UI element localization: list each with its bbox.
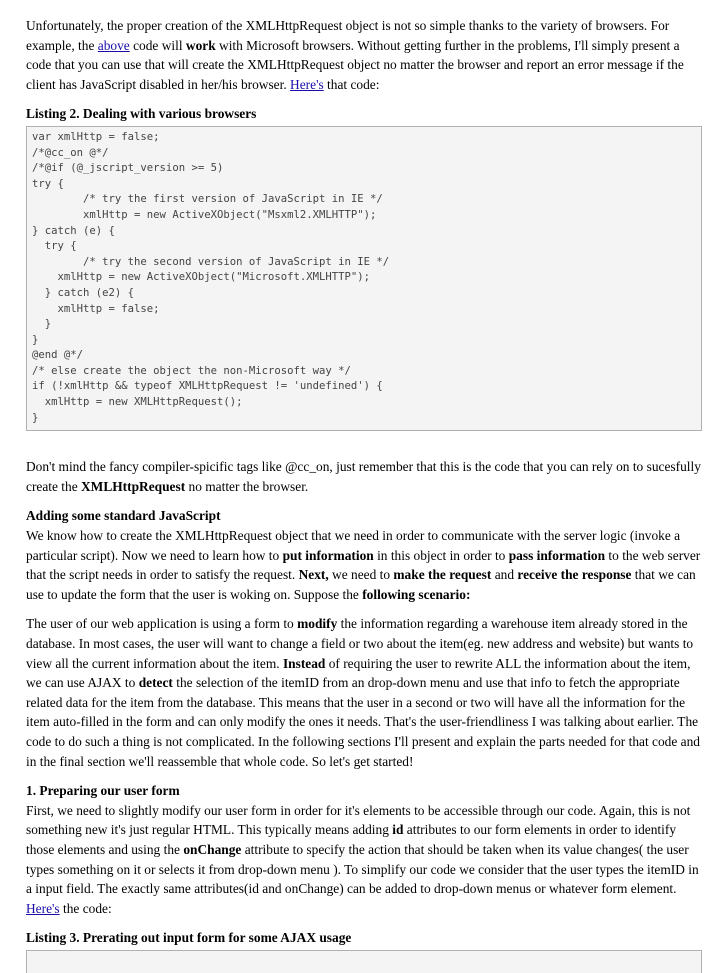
link-heres-2[interactable]: Here's: [26, 900, 60, 916]
listing-3-title: Listing 3. Prerating out input form for some AJAX usage: [26, 930, 352, 946]
listing-2-code: var xmlHttp = false; /*@cc_on @*/ /*@if (@_jscript_version >= 5) try { /* try the first version of JavaScript in IE */ xmlHttp = new ActiveXObject("Msxml2.XMLHTTP"); } catch (e) { try { /* try the second version of JavaScript in IE */ xmlHttp = new ActiveXObject("Microsoft.XMLHTTP"); } catch (e2) { xmlHttp = false; } } @end @*/ /* else create the object the non-Microsoft way */ if (!xmlHttp && typeof XMLHttpRequest != 'undefined') { xmlHttp = new XMLHttpRequest(); }: [32, 130, 390, 424]
bold-text: Instead: [282, 655, 326, 671]
text-span: to the web server that the script needs in order to satisfy the request.: [26, 547, 701, 583]
bold-text: detect: [138, 675, 173, 691]
bold-text: following scenario:: [362, 586, 471, 602]
bold-text: modify: [297, 616, 338, 632]
bold-text: receive the response: [517, 567, 632, 583]
bold-text: pass information: [508, 547, 606, 563]
compiler-tags-paragraph: [26, 457, 702, 496]
document-page: [26, 16, 702, 973]
bold-text: make the request: [393, 567, 492, 583]
bold-text: Next,: [298, 567, 329, 583]
section-heading-preparing-form: 1. Preparing our user form: [26, 783, 180, 799]
link-heres-1[interactable]: Here's: [290, 76, 324, 92]
text-span: attribute to specify the action that should be taken when its value changes( the user types something on it or selects it from drop-down menu ). To simplify our code we consider that the user types the itemID in a input field. The exactly same attributes(id and onChange) can be added to drop-down menus or whatever form element.: [26, 841, 699, 897]
text-span: and: [491, 567, 518, 583]
text-span: that code:: [323, 76, 380, 92]
text-span: Unfortunately, the proper creation of the XMLHttpRequest object is not so simple thanks to the variety of browsers. For example, the: [26, 18, 670, 53]
listing-2-code-box: [26, 126, 702, 431]
text-span: code will: [129, 37, 186, 53]
link-above[interactable]: above: [97, 37, 130, 53]
text-span: First, we need to slightly modify our user form in order for it's elements to be accessible through our code. Again, this is not something new it's just regular HTML. This typically means adding: [26, 802, 691, 838]
text-span: The user of our web application is using a form to: [26, 616, 298, 632]
section-heading-standard-js: Adding some standard JavaScript: [26, 508, 221, 524]
text-span: attributes to our form elements in order to identify those elements and using the: [26, 822, 677, 857]
bold-text: work: [185, 37, 216, 53]
bold-text: put information: [282, 547, 374, 563]
bold-text: onChange: [183, 841, 242, 857]
text-span: Don't mind the fancy compiler-spicific tags like @cc_on, just remember that this is the code that you can rely on to sucesfully create the: [26, 459, 701, 494]
text-span: we need to: [328, 567, 394, 583]
xhr-usage-paragraph: [26, 526, 702, 604]
text-span: that we can use to update the form that the user is woking on. Suppose the: [26, 567, 696, 602]
bold-text: id: [392, 822, 404, 838]
text-span: with Microsoft browsers. Without getting further in the problems, I'll simply present a code that you can use that will create the XMLHttpRequest object no matter the browser and report an error message if the client has JavaScript disabled in her/his browser.: [26, 37, 684, 92]
text-span: of requiring the user to rewrite ALL the information about the item, we can use AJAX to: [26, 655, 691, 691]
listing-3-code-box: [26, 950, 702, 973]
text-span: in this object in order to: [373, 547, 509, 563]
text-span: the code:: [59, 900, 112, 916]
text-span: no matter the browser.: [185, 478, 309, 494]
scenario-paragraph: [26, 614, 702, 771]
text-span: the selection of the itemID from an drop-down menu and use that info to fetch the appropriate related data for the item from the database. This means that the user in a second or two will have all the information for the item auto-filled in the form and can only modify the ones it needs. That's the user-friendliness I was talking about earlier. The code to do such a thing is not complicated. In the following sections I'll present and explain the parts needed for that code and in the final section we'll reassemble that whole code. So let's get started!: [26, 675, 700, 769]
text-span: We know how to create the XMLHttpRequest object that we need in order to communicate with the server logic (invoke a particular script). Now we need to learn how to: [26, 528, 681, 563]
listing-2-title: Listing 2. Dealing with various browsers: [26, 106, 257, 122]
form-modify-paragraph: [26, 801, 702, 919]
intro-paragraph: [26, 16, 702, 94]
bold-text: XMLHttpRequest: [81, 478, 186, 494]
text-span: the information regarding a warehouse item already stored in the database. In most cases, the user will want to change a field or two about the item(eg. new address and website) but wants to view all the current information about the item.: [26, 616, 694, 671]
